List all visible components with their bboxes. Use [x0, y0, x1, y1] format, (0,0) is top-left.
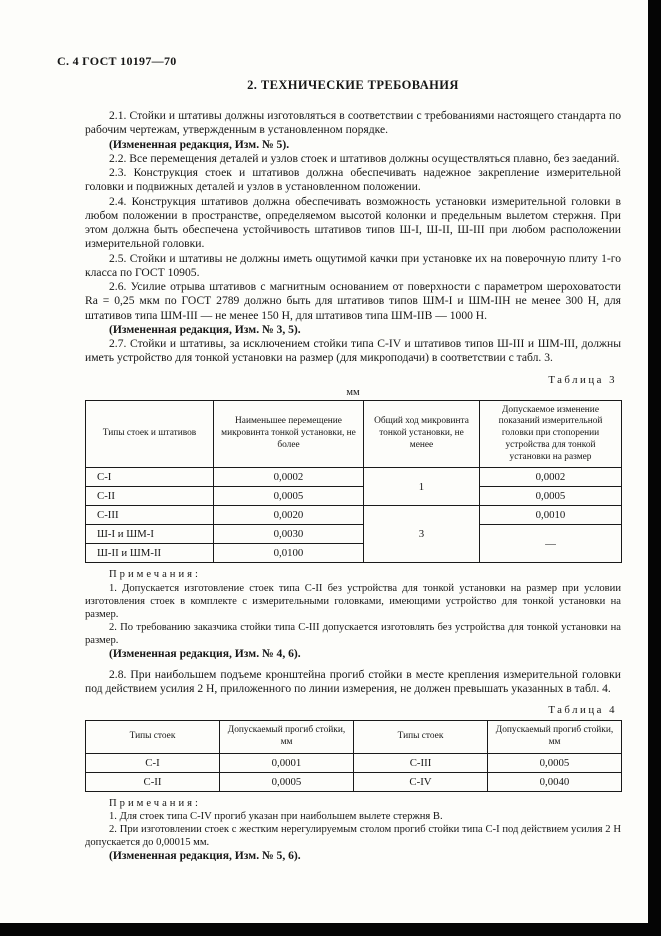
- column-header: Типы стоек: [86, 721, 220, 754]
- table-3: [85, 400, 622, 564]
- notes-label: Примечания:: [109, 797, 201, 809]
- amendment-note: (Измененная редакция, Изм. № 4, 6).: [109, 647, 301, 661]
- table-row: [86, 487, 622, 506]
- column-header: Допускаемое изменение показаний измерительной головки при стопорении устройства для тонкой установки на размер: [480, 400, 622, 468]
- table-row: [86, 753, 622, 772]
- table-cell: —: [480, 525, 622, 563]
- paragraph-2-1: 2.1. Стойки и штативы должны изготовляться в соответствии с требованиями настоящего стандарта по рабочим чертежам, утвержденным в установленном порядке.: [85, 109, 621, 137]
- table-row: [86, 506, 622, 525]
- paragraph-2-7: 2.7. Стойки и штативы, за исключением стойки типа С-IV и штативов типов Ш-III и ШМ-III, должны иметь устройство для тонкой установки на размер (для микроподачи) в соответствии с табл. 3.: [85, 337, 621, 365]
- page-header: С. 4 ГОСТ 10197—70: [57, 54, 177, 68]
- section-title: 2. ТЕХНИЧЕСКИЕ ТРЕБОВАНИЯ: [247, 78, 459, 92]
- paragraph-2-8: 2.8. При наибольшем подъеме кронштейна прогиб стойки в месте крепления измерительной головки под действием усилия 2 Н, приложенного по линии измерения, не должен превышать указанных в табл. 4.: [85, 667, 621, 695]
- paragraph-2-6: 2.6. Усилие отрыва штативов с магнитным основанием от поверхности с параметром шероховатости Ra = 0,25 мкм по ГОСТ 2789 должно быть для штативов типов ШМ-I и ШМ-IIН не менее 300 Н, для штативов типа ШМ-III — не менее 150 Н, для штативов типа ШМ-IIВ — 1000 Н.: [85, 280, 621, 322]
- table-cell: 0,0001: [220, 753, 354, 772]
- table4-caption: Таблица 4: [548, 704, 617, 717]
- column-header: Допускаемый прогиб стойки, мм: [488, 721, 622, 754]
- table-cell: С-II: [86, 772, 220, 791]
- paragraph-2-4: 2.4. Конструкция штативов должна обеспечивать возможность установки измерительной головки в любом положении в пространстве, определяемом высотой колонки и предельным вылетом стержня. При этом должна быть обеспечена устойчивость штативов типов Ш-I, Ш-II, Ш-III при любом расположении измерительной головки.: [85, 194, 621, 251]
- column-header: Типы стоек и штативов: [86, 400, 214, 468]
- column-header: Общий ход микровинта тонкой установки, не менее: [364, 400, 480, 468]
- table-cell: С-IV: [354, 772, 488, 791]
- paragraph-2-3: 2.3. Конструкция стоек и штативов должна обеспечивать надежное закрепление измерительной головки и подвижных деталей и узлов в установленном положении.: [85, 166, 621, 194]
- table-cell: 3: [364, 506, 480, 563]
- table-cell: 0,0100: [214, 544, 364, 563]
- table-cell: 0,0005: [488, 753, 622, 772]
- table-cell: 0,0020: [214, 506, 364, 525]
- table-row: [86, 468, 622, 487]
- table-cell: С-I: [86, 753, 220, 772]
- table-cell: Ш-II и ШМ-II: [86, 544, 214, 563]
- scan-edge-bottom: [0, 923, 661, 936]
- table-cell: 0,0002: [480, 468, 622, 487]
- table-cell: 0,0030: [214, 525, 364, 544]
- table-cell: 0,0005: [214, 487, 364, 506]
- table-4: [85, 720, 622, 792]
- paragraph-2-5: 2.5. Стойки и штативы не должны иметь ощутимой качки при установке их на поверочную плиту 1-го класса по ГОСТ 10905.: [85, 251, 621, 279]
- table3-unit: мм: [346, 386, 360, 398]
- note-item: 1. Для стоек типа С-IV прогиб указан при наибольшем вылете стержня В.: [109, 811, 443, 823]
- table-cell: 0,0010: [480, 506, 622, 525]
- amendment-note: (Измененная редакция, Изм. № 5).: [109, 137, 290, 151]
- table-cell: С-II: [86, 487, 214, 506]
- table-cell: С-I: [86, 468, 214, 487]
- table-cell: 0,0040: [488, 772, 622, 791]
- notes-label: Примечания:: [109, 569, 201, 581]
- table3-notes: [85, 568, 621, 661]
- table-row: [86, 772, 622, 791]
- amendment-note: (Измененная редакция, Изм. № 3, 5).: [109, 322, 301, 336]
- page-content: [85, 78, 621, 864]
- column-header: Типы стоек: [354, 721, 488, 754]
- table4-notes: [85, 797, 621, 864]
- column-header: Допускаемый прогиб стойки, мм: [220, 721, 354, 754]
- column-header: Наименьшее перемещение микровинта тонкой установки, не более: [214, 400, 364, 468]
- table-cell: Ш-I и ШМ-I: [86, 525, 214, 544]
- note-item: 2. При изготовлении стоек с жестким нерегулируемым столом прогиб стойки типа С-I под действием усилия 2 Н допускается до 0,00015 мм.: [85, 824, 621, 849]
- amendment-note: (Измененная редакция, Изм. № 5, 6).: [109, 849, 301, 863]
- table-cell: С-III: [86, 506, 214, 525]
- scan-edge-right: [648, 0, 661, 936]
- table-cell: С-III: [354, 753, 488, 772]
- table-cell: 1: [364, 468, 480, 506]
- table-cell: 0,0005: [220, 772, 354, 791]
- table-cell: 0,0005: [480, 487, 622, 506]
- note-item: 1. Допускается изготовление стоек типа С-II без устройства для тонкой установки на размер при условии изготовления стоек в комплекте с измерительными головками, имеющими устройство для тонкой установки на размер.: [85, 583, 621, 621]
- table-row: [86, 525, 622, 544]
- paragraph-2-2: 2.2. Все перемещения деталей и узлов стоек и штативов должны осуществляться плавно, без заеданий.: [109, 151, 620, 165]
- table3-caption: Таблица 3: [548, 373, 617, 386]
- table-cell: 0,0002: [214, 468, 364, 487]
- note-item: 2. По требованию заказчика стойки типа С-III допускается изготовлять без устройства для тонкой установки на размер.: [85, 622, 621, 647]
